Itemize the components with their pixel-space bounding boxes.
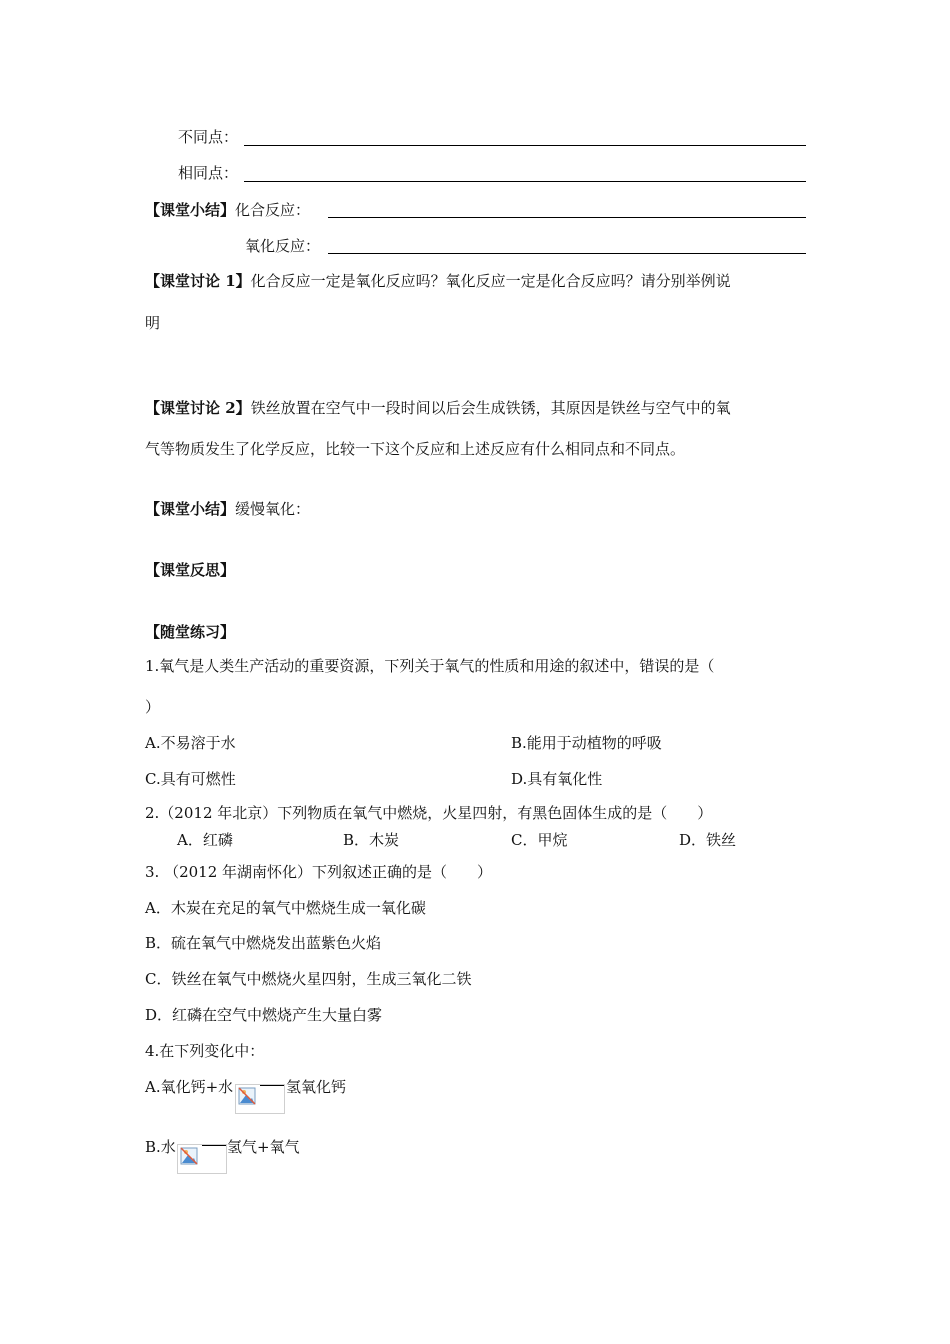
q4-b-arrow-line xyxy=(202,1145,226,1146)
q2-option-a: A．红磷 xyxy=(177,831,233,849)
summary1-oxidation: 氧化反应： xyxy=(245,237,321,255)
q3-stem: 3. （2012 年湖南怀化）下列叙述正确的是（ ） xyxy=(145,863,493,881)
q1-option-b: B.能用于动植物的呼吸 xyxy=(511,734,662,752)
summary1-line-b xyxy=(328,253,806,254)
q1-stem-line1: 1.氧气是人类生产活动的重要资源，下列关于氧气的性质和用途的叙述中，错误的是（ xyxy=(145,657,715,675)
discuss2-line1 xyxy=(145,398,731,418)
q4-option-b-left: B.水 xyxy=(145,1138,176,1156)
discuss1-line2: 明 xyxy=(145,314,161,332)
q4-a-arrow-line xyxy=(260,1085,284,1086)
image-placeholder-icon xyxy=(180,1147,198,1165)
practice-heading: 【随堂练习】 xyxy=(145,623,236,641)
discuss1-line1 xyxy=(145,271,731,291)
q1-option-d: D.具有氧化性 xyxy=(511,770,603,788)
summary1-tag: 【课堂小结】 xyxy=(145,201,236,219)
discuss1-text: 化合反应一定是氧化反应吗？氧化反应一定是化合反应吗？请分别举例说 xyxy=(250,272,731,290)
q3-option-a: A．木炭在充足的氧气中燃烧生成一氧化碳 xyxy=(145,899,426,917)
q4-stem: 4.在下列变化中： xyxy=(145,1042,265,1060)
summary1-row xyxy=(145,200,310,220)
q4-option-b-right: 氢气+氧气 xyxy=(227,1138,300,1156)
summary2-tag: 【课堂小结】 xyxy=(145,500,236,518)
summary1-line-a xyxy=(328,217,806,218)
q1-option-c: C.具有可燃性 xyxy=(145,770,236,788)
blank-diff-label: 不同点： xyxy=(178,128,239,146)
q1-stem-line2: ） xyxy=(145,698,161,716)
summary2-text: 缓慢氧化： xyxy=(235,500,311,518)
broken-image-icon xyxy=(235,1084,285,1114)
q1-option-a: A.不易溶于水 xyxy=(145,734,236,752)
blank-diff-line xyxy=(244,145,806,146)
q3-option-c: C．铁丝在氧气中燃烧火星四射，生成三氧化二铁 xyxy=(145,970,472,988)
q2-stem: 2.（2012 年北京）下列物质在氧气中燃烧，火星四射，有黑色固体生成的是（ ） xyxy=(145,804,713,822)
blank-same-label: 相同点： xyxy=(178,164,239,182)
discuss2-text: 铁丝放置在空气中一段时间以后会生成铁锈，其原因是铁丝与空气中的氧 xyxy=(250,399,731,417)
q4-option-a-right: 氢氧化钙 xyxy=(286,1078,347,1096)
q4-option-a-left: A.氧化钙+水 xyxy=(145,1078,234,1096)
image-placeholder-icon xyxy=(238,1087,256,1105)
q3-option-b: B．硫在氧气中燃烧发出蓝紫色火焰 xyxy=(145,934,382,952)
q3-option-d: D．红磷在空气中燃烧产生大量白雾 xyxy=(145,1006,383,1024)
broken-image-icon xyxy=(177,1144,227,1174)
q2-option-b: B．木炭 xyxy=(343,831,400,849)
discuss2-line2: 气等物质发生了化学反应，比较一下这个反应和上述反应有什么相同点和不同点。 xyxy=(145,440,686,458)
reflect-heading: 【课堂反思】 xyxy=(145,561,236,579)
summary1-combination: 化合反应： xyxy=(235,201,311,219)
q2-option-c: C．甲烷 xyxy=(511,831,568,849)
discuss1-tag: 【课堂讨论 1】 xyxy=(145,272,251,290)
summary2-row xyxy=(145,499,310,519)
q2-option-d: D．铁丝 xyxy=(679,831,737,849)
discuss2-tag: 【课堂讨论 2】 xyxy=(145,399,251,417)
blank-same-line xyxy=(244,181,806,182)
